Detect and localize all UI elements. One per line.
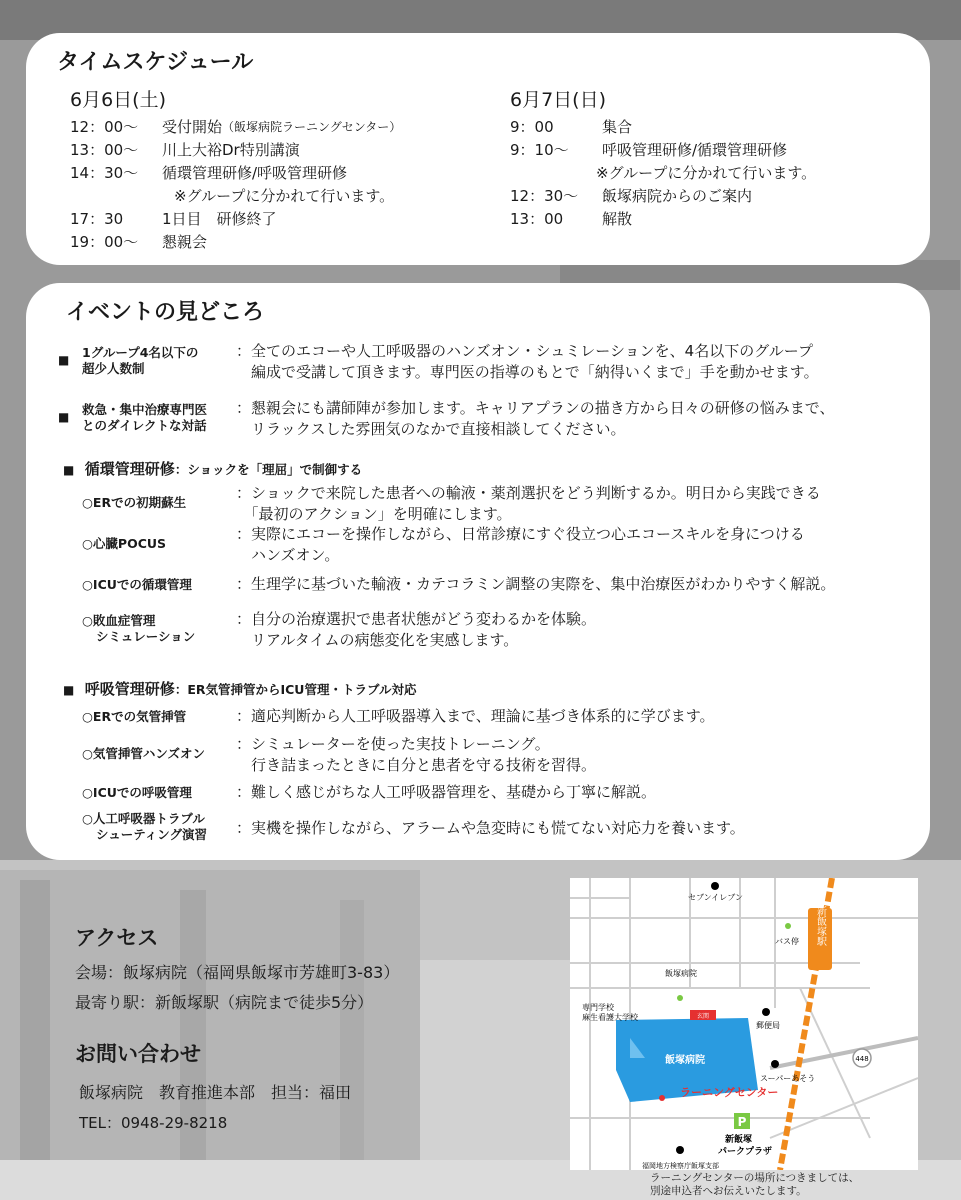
time-label: 9：00 [510, 118, 554, 136]
time-label: 9：10～ [510, 141, 569, 159]
time-label: 14：30～ [70, 164, 139, 182]
court-label: 福岡地方検察庁飯塚支部 [642, 1162, 719, 1170]
square-bullet-icon: ■ [58, 353, 70, 367]
highlight-description: ：懇親会にも講師陣が参加します。キャリアプランの描き方から日々の研修の悩みまで、 リラックスした雰囲気のなかで直接相談してください。 [236, 399, 835, 438]
time-label: 12：00～ [70, 118, 139, 136]
access-section [75, 922, 399, 1138]
day1-date: 6月6日(土) [70, 89, 167, 111]
schedule-row [70, 231, 401, 254]
circulation-section-heading: ■ 循環管理研修：ショックを「理屈」で制御する [63, 460, 363, 478]
time-label: 13：00 [510, 210, 564, 228]
svg-text:P: P [737, 1115, 747, 1129]
schedule-row [510, 208, 816, 231]
access-map [570, 878, 918, 1170]
respiration-section-heading: ■ 呼吸管理研修：ER気管挿管からICU管理・トラブル対応 [63, 680, 417, 698]
venue-text: 会場：飯塚病院（福岡県飯塚市芳雄町3-83） [75, 963, 400, 982]
square-bullet-icon: ■ [63, 683, 75, 697]
contact-title: お問い合わせ [75, 1042, 201, 1066]
group-note: ※グループに分かれて行います。 [174, 187, 395, 205]
bus-stop-label: バス停 [775, 937, 799, 946]
bus-stop-marker [785, 923, 791, 929]
event-label: 解散 [602, 210, 633, 228]
day2-date: 6月7日(日) [510, 89, 607, 111]
event-label: 呼吸管理研修/循環管理研修 [602, 141, 788, 159]
highlights-title: イベントの見どころ [66, 300, 265, 325]
event-label: 1日目 研修終了 [162, 210, 277, 228]
schedule-card [26, 33, 930, 265]
hospital-top-label: 飯塚病院 [665, 969, 697, 978]
learning-center-marker [659, 1095, 665, 1101]
event-label: 川上大裕Dr特別講演 [162, 141, 300, 159]
station-text: 最寄り駅：新飯塚駅（病院まで徒歩5分） [75, 993, 374, 1012]
highlight-label: 救急・集中治療専門医 とのダイレクトな対話 [82, 402, 208, 433]
time-label: 12：30～ [510, 187, 579, 205]
hospital-main-label: 飯塚病院 [665, 1055, 705, 1066]
highlight-label: 1グループ4名以下の 超少人数制 [82, 345, 199, 376]
day1-schedule [70, 85, 401, 254]
event-label: 集合 [602, 118, 633, 136]
event-label: 懇親会 [162, 233, 208, 251]
parking-label-1: 新飯塚 [725, 1135, 753, 1145]
route-number: 448 [855, 1055, 869, 1063]
station-label: 新飯塚駅 [814, 906, 826, 946]
schedule-row [70, 116, 401, 139]
contact-section [75, 1038, 399, 1138]
event-note: （飯塚病院ラーニングセンター） [222, 120, 402, 134]
contact-dept: 飯塚病院 教育推進本部 担当：福田 [79, 1083, 352, 1102]
supermarket-label: スーパーあそう [760, 1074, 816, 1083]
time-label: 13：00～ [70, 141, 139, 159]
square-bullet-icon: ■ [58, 410, 70, 424]
access-title: アクセス [75, 926, 159, 950]
highlights-card: イベントの見どころ ■ 1グループ4名以下の 超少人数制 ：全てのエコーや人工呼吸器のハンズオン・シュミレーションを、4名以下のグループ 編成で受講して頂きます。専門医の指導のもとで「納得いくまで」手を動かせます。 ■ 救急・集中治療専門医 とのダイレクトな対話 ：懇親会にも講師陣が参加します。キャリアプランの描き方から日々の研修の悩みまで、 リラックスした雰囲気のなかで直接相談してください。 ■ 循環管理研修：ショックを「理屈」で制御する ○ERでの初期蘇生 ：ショックで来院した患者への輸液・薬剤選択をどう判断するか。明日から実践できる 「最初のアクション」を明確にします。 ○心臓POCUS ：実際にエコーを操作しながら、日常診療にすぐ役立つ心エコースキルを身につける ハンズオン。 ○ICUでの循環管理 ：生理学に基づいた輸液・カテコラミン調整の実際を、集中治療医がわかりやすく解説。 ○敗血症管理 シミュレーション ：自分の治療選択で患者状態がどう変わるかを体験。 リアルタイムの病態変化を実感します。 ■ 呼吸管理研修：ER気管挿管からICU管理・トラブル対応 ○ERでの気管挿管 ：適応判断から人工呼吸器導入まで、理論に基づき体系的に学びます。 ○気管挿管ハンズオン ：シミュレーターを使った実技トレーニング。 行き詰まったときに自分と患者を守る技術を習得。 ○ICUでの呼吸管理 ：難しく感じがちな人工呼吸器管理を、基礎から丁寧に解説。 ○人工呼吸器トラブル シューティング演習 ：実機を操作しながら、アラームや急変時にも慌てない対応力を養います。 [26, 283, 930, 860]
schedule-row [70, 139, 401, 162]
schedule-row [70, 208, 401, 231]
event-label: 飯塚病院からのご案内 [602, 187, 753, 205]
convenience-store-marker [711, 882, 719, 890]
schedule-row [510, 116, 816, 139]
group-note: ※グループに分かれて行います。 [596, 164, 817, 182]
svg-text:玄関: 玄関 [696, 1013, 710, 1020]
schedule-row [510, 139, 816, 162]
time-label: 17：30 [70, 210, 124, 228]
seven-eleven-label: セブンイレブン [688, 893, 743, 902]
school-label-2: 麻生看護大学校 [582, 1013, 638, 1022]
schedule-row [510, 185, 816, 208]
schedule-row [70, 162, 401, 185]
learning-center-label: ラーニングセンター [680, 1086, 779, 1099]
event-label: 循環管理研修/呼吸管理研修 [162, 164, 348, 182]
day2-schedule [510, 85, 816, 231]
school-label-1: 専門学校 [582, 1003, 614, 1012]
schedule-title: タイムスケジュール [57, 50, 254, 75]
square-bullet-icon: ■ [63, 463, 75, 477]
contact-tel: TEL：0948-29-8218 [79, 1114, 228, 1132]
map-caption: ラーニングセンターの場所につきましては、 別途申込者へお伝えいたします。 [650, 1172, 860, 1197]
highlight-description: ：全てのエコーや人工呼吸器のハンズオン・シュミレーションを、4名以下のグループ 編成で受講して頂きます。専門医の指導のもとで「納得いくまで」手を動かせます。 [236, 342, 819, 381]
post-office-label: 郵便局 [756, 1021, 780, 1030]
time-label: 19：00～ [70, 233, 139, 251]
event-label: 受付開始 [162, 118, 223, 136]
parking-label-2: パークプラザ [718, 1147, 773, 1157]
